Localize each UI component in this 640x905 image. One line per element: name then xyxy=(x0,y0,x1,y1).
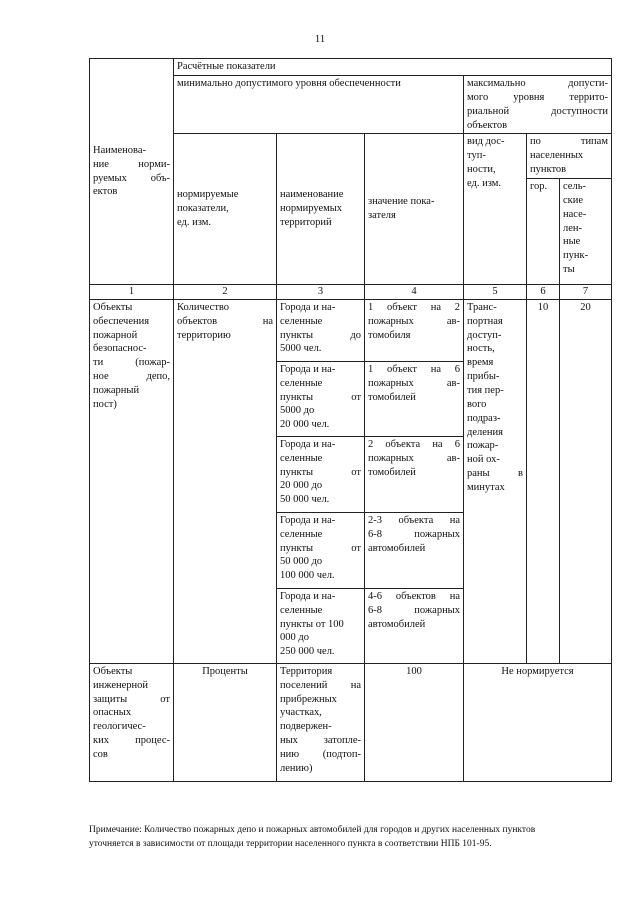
header-access-type: вид дос- туп- ности, ед. изм. xyxy=(464,134,527,285)
value-cell: 1 объект на 2 пожарных ав- томобиля xyxy=(365,299,464,361)
fire-urban-minutes: 10 xyxy=(527,299,560,663)
engineering-indicator: Проценты xyxy=(174,663,277,781)
engineering-object-name: Объекты инженерной защиты от опасных геологичес- ких процес- сов xyxy=(90,663,174,781)
header-min-level: минимально допустимого уровня обеспеченности xyxy=(174,76,464,134)
footnote xyxy=(89,824,619,852)
column-number: 3 xyxy=(277,285,365,300)
engineering-not-regulated: Не нормируется xyxy=(464,663,612,781)
engineering-value: 100 xyxy=(365,663,464,781)
territory-cell: Города и на- селенные пункты от 5000 до 20 000 чел. xyxy=(277,361,365,436)
value-cell: 2-3 объекта на 6-8 пожарных автомобилей xyxy=(365,512,464,588)
header-object-name: Наименова- ние норми- руемых объ- ектов xyxy=(90,59,174,285)
column-number: 7 xyxy=(560,285,612,300)
fire-indicator: Количество объектов на территорию xyxy=(174,299,277,663)
column-number: 4 xyxy=(365,285,464,300)
engineering-territory: Территория поселений на прибрежных участках, подвержен- ных затопле- нию (подтоп- лению) xyxy=(277,663,365,781)
column-number: 1 xyxy=(90,285,174,300)
column-number: 2 xyxy=(174,285,277,300)
page-number: 11 xyxy=(314,33,326,45)
header-by-settlement-type: по типам населенных пунктов xyxy=(527,134,612,179)
header-max-accessibility: максимально допусти- мого уровня террито- риальной доступности объектов xyxy=(464,76,612,134)
territory-cell: Города и на- селенные пункты от 100 000 до 250 000 чел. xyxy=(277,588,365,663)
fire-rural-minutes: 20 xyxy=(560,299,612,663)
territory-cell: Города и на- селенные пункты до 5000 чел. xyxy=(277,299,365,361)
column-numbers-row xyxy=(90,285,612,300)
footnote-line: уточняется в зависимости от площади территории населенного пункта в соответствии НПБ 101-95. xyxy=(89,838,492,849)
column-number: 6 xyxy=(527,285,560,300)
engineering-row xyxy=(90,663,612,781)
fire-access-type: Транс- портная доступ- ность, время прибы- тия пер- вого подраз- деления пожар- ной ох- раны в минутах xyxy=(464,299,527,663)
fire-subrow xyxy=(90,299,612,361)
value-cell: 2 объекта на 6 пожарных ав- томобилей xyxy=(365,436,464,512)
column-number: 5 xyxy=(464,285,527,300)
value-cell: 1 объект на 6 пожарных ав- томобилей xyxy=(365,361,464,436)
header-rural: сель- ские насе- лен- ные пунк- ты xyxy=(560,179,612,285)
header-row-1 xyxy=(90,59,612,76)
footnote-line: Примечание: Количество пожарных депо и пожарных автомобилей для городов и других населенных пунктов xyxy=(89,825,536,835)
header-calculated-indicators: Расчётные показатели xyxy=(174,59,612,76)
norms-table xyxy=(89,58,612,782)
territory-cell: Города и на- селенные пункты от 50 000 до 100 000 чел. xyxy=(277,512,365,588)
header-urban: гор. xyxy=(527,179,560,285)
territory-cell: Города и на- селенные пункты от 20 000 до 50 000 чел. xyxy=(277,436,365,512)
header-indicator: нормируемые показатели, ед. изм. xyxy=(174,134,277,285)
value-cell: 4-6 объектов на 6-8 пожарных автомобилей xyxy=(365,588,464,663)
fire-object-name: Объекты обеспечения пожарной безопаснос- ти (пожар- ное депо, пожарный пост) xyxy=(90,299,174,663)
header-territory: наименование нормируемых территорий xyxy=(277,134,365,285)
header-value: значение пока- зателя xyxy=(365,134,464,285)
